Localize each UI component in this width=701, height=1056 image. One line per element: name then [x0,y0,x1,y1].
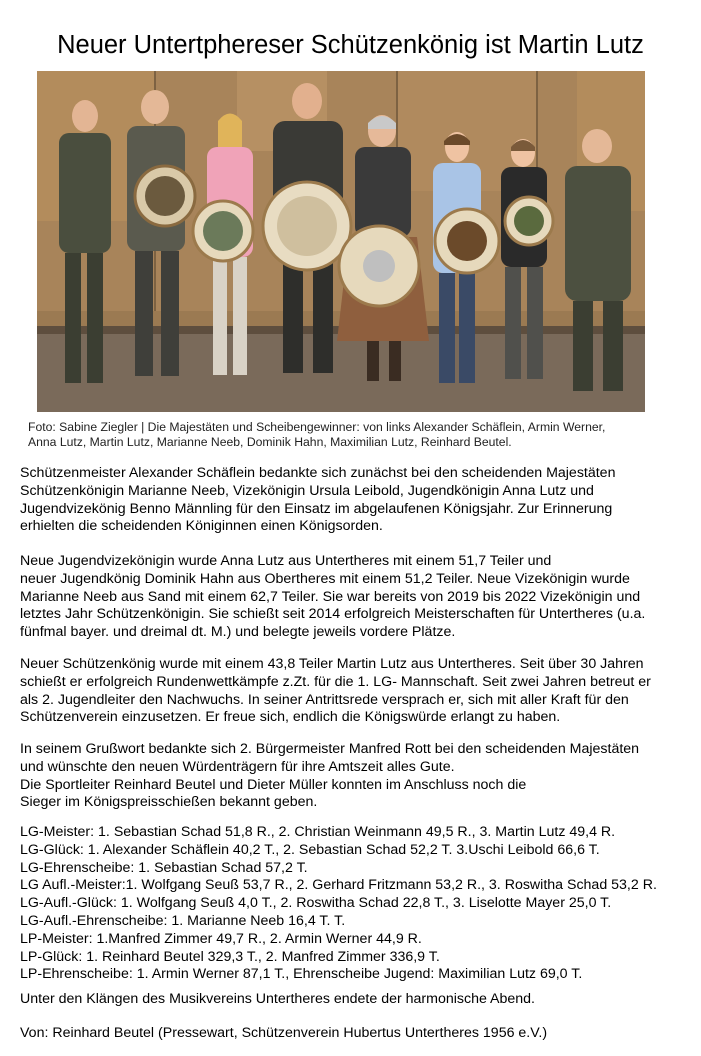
text-line: Unter den Klängen des Musikvereins Untertheres endete der harmonische Abend. [20,991,535,1007]
text-line: Schützenkönigin Marianne Neeb, Vizekönigin Ursula Leibold, Jugendkönigin Anna Lutz und [20,482,594,499]
result-line: LG-Ehrenscheibe: 1. Sebastian Schad 57,2 T. [20,859,308,876]
text-line: und wünschte den neuen Würdenträgern für ihre Amtszeit alles Gute. [20,758,455,775]
text-line: Schützenmeister Alexander Schäflein bedankte sich zunächst bei den scheidenden Majestäten [20,465,616,481]
article-title: Neuer Untertphereser Schützenkönig ist Martin Lutz [57,31,644,59]
result-line: LP-Meister: 1.Manfred Zimmer 49,7 R., 2. Armin Werner 44,9 R. [20,930,422,947]
result-line: LG-Glück: 1. Alexander Schäflein 40,2 T., 2. Sebastian Schad 52,2 T. 3.Uschi Leibold 66,6 T. [20,841,600,858]
paragraph-new-vice [20,553,690,642]
paragraph-farewell [20,465,690,536]
paragraph-new-king [20,656,690,727]
text-line: fünfmal bayer. und dreimal dt. M.) und belegte jeweils vordere Plätze. [20,624,456,641]
text-line: schießt er erfolgreich Rundenwettkämpfe z.Zt. für die 1. LG- Mannschaft. Seit zwei Jahren betreut er [20,673,651,690]
text-line: Jugendvizekönig Benno Männling für den Einsatz im abgelaufenen Königsjahr. Zur Erinnerung [20,500,613,517]
text-line: Die Sportleiter Reinhard Beutel und Dieter Müller konnten im Anschluss noch die [20,776,527,793]
text-line: erhielten die scheidenden Königinnen einen Königsorden. [20,518,383,535]
result-line: LP-Ehrenscheibe: 1. Armin Werner 87,1 T., Ehrenscheibe Jugend: Maximilian Lutz 69,0 T. [20,966,583,983]
text-line: Marianne Neeb aus Sand mit einem 62,7 Teiler. Sie war bereits von 2019 bis 2022 Vizekönigin und [20,588,641,605]
result-line: LG-Meister: 1. Sebastian Schad 51,8 R., 2. Christian Weinmann 49,5 R., 3. Martin Lutz 49,4 R. [20,824,616,840]
result-line: LG Aufl.-Meister:1. Wolfgang Seuß 53,7 R., 2. Gerhard Fritzmann 53,2 R., 3. Roswitha Schad 53,2 R. [20,877,657,894]
result-line: LP-Glück: 1. Reinhard Beutel 329,3 T., 2. Manfred Zimmer 336,9 T. [20,948,440,965]
group-photo [37,71,645,412]
byline [20,1025,690,1043]
text-line: letztes Jahr Schützenkönigin. Sie schießt seit 2014 erfolgreich Meisterschaften für Untertheres (u.a. [20,606,646,623]
text-line: Von: Reinhard Beutel (Pressewart, Schützenverein Hubertus Untertheres 1956 e.V.) [20,1025,548,1041]
group-photo-illustration [37,71,645,412]
text-line: Neuer Schützenkönig wurde mit einem 43,8 Teiler Martin Lutz aus Untertheres. Seit über 30 Jahren [20,656,644,672]
text-line: Schützenverein einzusetzen. Er freue sich, endlich die Königswürde erlangt zu haben. [20,709,561,726]
text-line: Sieger im Königspreisschießen bekannt geben. [20,794,318,811]
caption-line: Foto: Sabine Ziegler | Die Majestäten und Scheibengewinner: von links Alexander Schäflein, Armin Werner, [28,420,606,434]
text-line: Neue Jugendvizekönigin wurde Anna Lutz aus Untertheres mit einem 51,7 Teiler und [20,553,552,569]
results-list [20,824,690,984]
result-line: LG-Aufl.-Ehrenscheibe: 1. Marianne Neeb 16,4 T. T. [20,912,346,929]
text-line: In seinem Grußwort bedankte sich 2. Bürgermeister Manfred Rott bei den scheidenden Majestäten [20,741,640,757]
paragraph-closing [20,991,690,1009]
text-line: neuer Jugendkönig Dominik Hahn aus Obertheres mit einem 51,2 Teiler. Neue Vizekönigin wurde [20,570,630,587]
paragraph-greeting [20,741,690,812]
result-line: LG-Aufl.-Glück: 1. Wolfgang Seuß 4,0 T., 2. Roswitha Schad 22,8 T., 3. Liselotte Mayer 25,0 T. [20,895,612,912]
text-line: als 2. Jugendleiter den Nachwuchs. In seiner Antrittsrede versprach er, sich mit aller Kraft für den [20,691,629,708]
photo-caption [28,420,678,450]
caption-line: Anna Lutz, Martin Lutz, Marianne Neeb, Dominik Hahn, Maximilian Lutz, Reinhard Beutel. [28,435,512,449]
